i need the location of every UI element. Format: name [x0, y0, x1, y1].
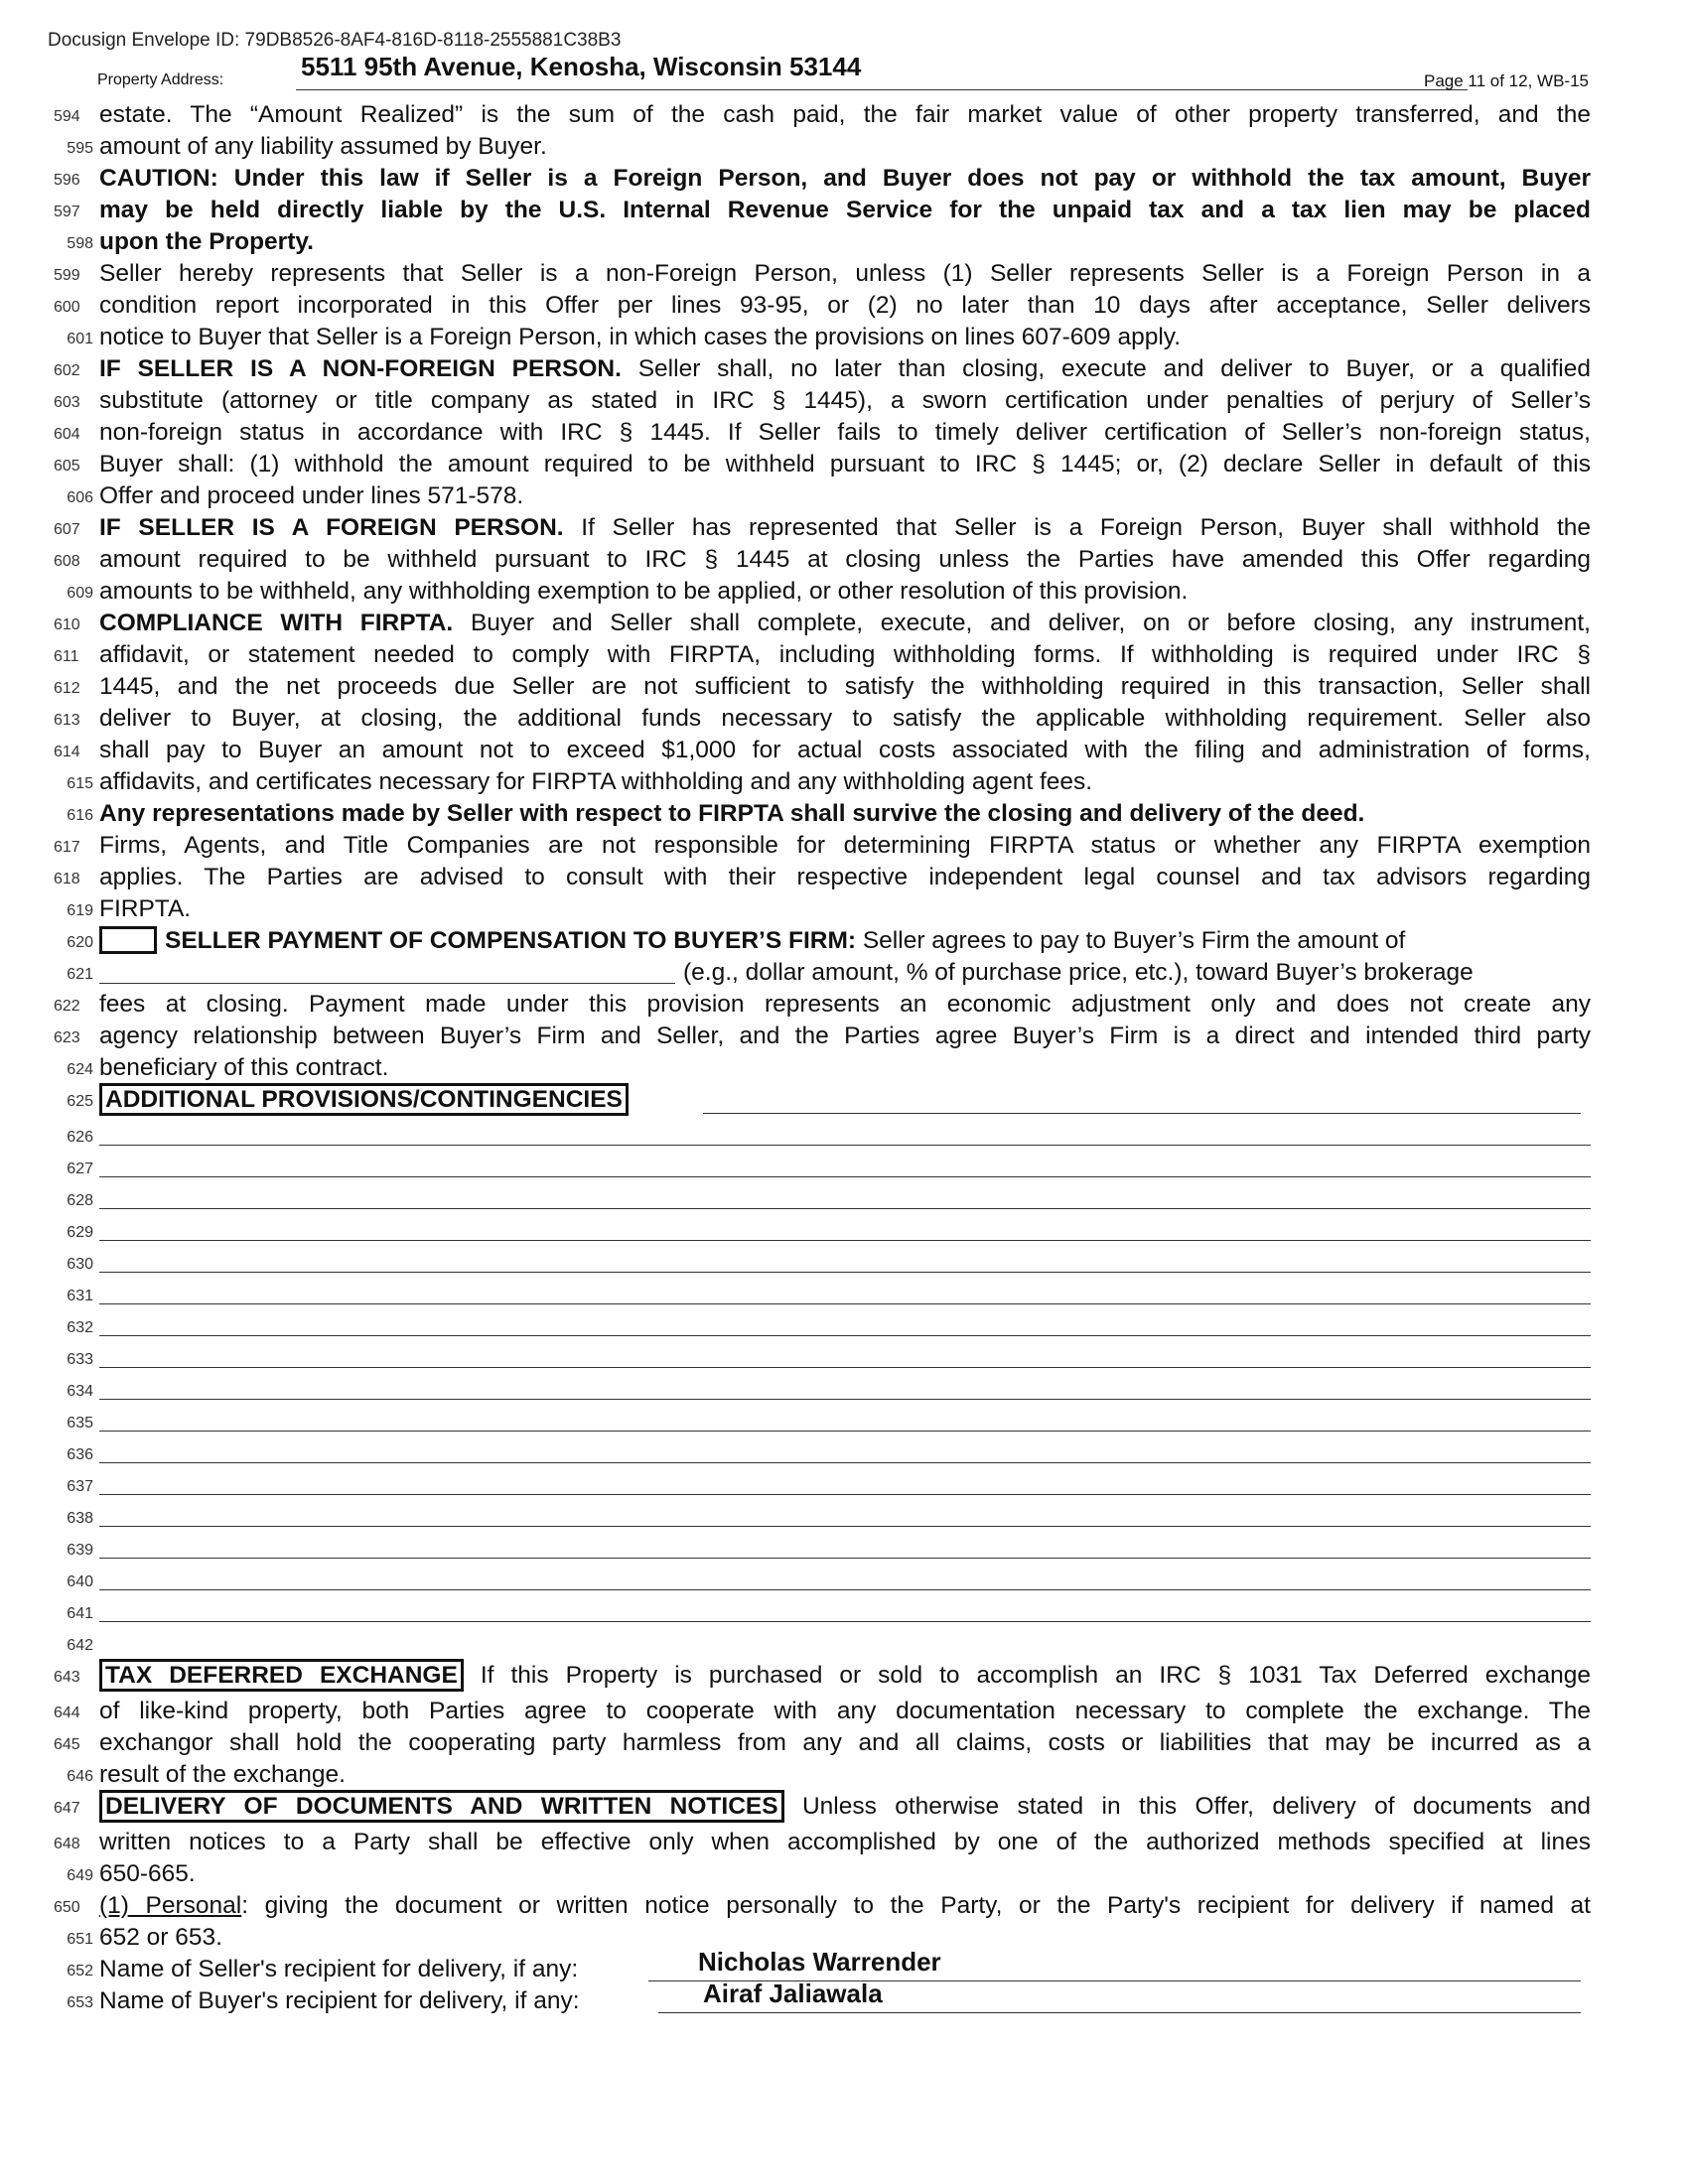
line-number: 642 [67, 1637, 93, 1654]
blank-line [48, 1469, 1591, 1501]
text-line [48, 131, 1591, 163]
additional-provisions-field[interactable] [99, 1431, 1591, 1432]
line-text: If Seller has represented that Seller is a Foreign Person, Buyer shall withhold the [563, 514, 1591, 541]
line-text: If this Property is purchased or sold to accomplish an IRC § 1031 Tax Deferred exchange [463, 1662, 1591, 1689]
line-number: 640 [67, 1573, 93, 1590]
text-line [48, 449, 1591, 480]
blank-line [48, 1152, 1591, 1183]
text-line [48, 544, 1591, 576]
text-line [48, 99, 1591, 131]
line-number: 602 [54, 362, 80, 379]
text-line [48, 1727, 1591, 1759]
additional-provisions-field[interactable] [99, 1462, 1591, 1463]
line-number: 624 [67, 1061, 93, 1078]
line-number: 614 [54, 744, 80, 760]
line-number: 622 [54, 998, 80, 1015]
line-number: 611 [54, 648, 79, 665]
line-text: Unless otherwise stated in this Offer, delivery of documents and [783, 1793, 1591, 1820]
line-number: 605 [54, 458, 80, 475]
line-number: 625 [67, 1093, 93, 1110]
additional-provisions-field[interactable] [99, 1526, 1591, 1527]
text-line [48, 290, 1591, 322]
line-text: exchangor shall hold the cooperating party harmless from any and all claims, costs or liabilities that may be incurred as a [99, 1729, 1591, 1756]
section-heading: DELIVERY OF DOCUMENTS AND WRITTEN NOTICES [99, 1790, 784, 1823]
blank-line [48, 1565, 1591, 1596]
text-line [48, 735, 1591, 766]
property-address-line [296, 89, 1468, 90]
line-text: FIRPTA. [99, 895, 192, 922]
line-number: 595 [67, 140, 93, 157]
blank-line [48, 1501, 1591, 1533]
line-text: result of the exchange. [99, 1761, 346, 1788]
blank-line [48, 1279, 1591, 1310]
line-text: applies. The Parties are advised to consult with their respective independent legal counsel and tax advisors regarding [99, 864, 1591, 890]
buyer-recipient-field[interactable] [658, 2012, 1581, 2013]
line-number: 597 [54, 204, 80, 220]
section-heading: SELLER PAYMENT OF COMPENSATION TO BUYER’S FIRM: [165, 927, 857, 954]
line-number: 652 [67, 1963, 93, 1979]
text-line [48, 1858, 1591, 1890]
line-text: upon the Property. [99, 228, 314, 255]
section-heading: TAX DEFERRED EXCHANGE [99, 1659, 464, 1692]
line-number: 643 [54, 1669, 80, 1686]
text-line [48, 1052, 1591, 1084]
text-line [48, 353, 1591, 385]
line-number: 651 [67, 1931, 93, 1948]
text-line [48, 893, 1591, 925]
line-text: : giving the document or written notice personally to the Party, or the Party's recipient for delivery if named at [241, 1892, 1591, 1919]
line-number: 594 [54, 108, 80, 125]
line-number: 598 [67, 235, 93, 252]
text-line [48, 989, 1591, 1021]
additional-provisions-field[interactable] [99, 1176, 1591, 1177]
line-number: 600 [54, 299, 80, 316]
blank-line [48, 1406, 1591, 1437]
text-line [48, 512, 1591, 544]
line-text: estate. The “Amount Realized” is the sum of the cash paid, the fair market value of other property transferred, and the [99, 101, 1591, 128]
text-line [48, 703, 1591, 735]
line-number: 639 [67, 1542, 93, 1559]
line-number: 635 [67, 1415, 93, 1432]
blank-line [48, 1628, 1591, 1660]
line-number: 596 [54, 172, 80, 189]
line-number: 641 [67, 1605, 93, 1622]
line-text: fees at closing. Payment made under this provision represents an economic adjustment only and does not create any [99, 991, 1591, 1018]
line-text: Firms, Agents, and Title Companies are not responsible for determining FIRPTA status or whether any FIRPTA exemption [99, 832, 1591, 859]
additional-provisions-field[interactable] [99, 1558, 1591, 1559]
property-address-value: 5511 95th Avenue, Kenosha, Wisconsin 53144 [301, 52, 862, 81]
document-body [48, 99, 1591, 2017]
line-text: Seller agrees to pay to Buyer’s Firm the amount of [856, 927, 1406, 954]
line-number: 607 [54, 521, 80, 538]
line-number: 630 [67, 1256, 93, 1273]
line-text: may be held directly liable by the U.S. Internal Revenue Service for the unpaid tax and a tax lien may be placed [99, 197, 1591, 223]
line-number: 619 [67, 902, 93, 919]
blank-line [48, 1120, 1591, 1152]
line-number: 608 [54, 553, 80, 570]
line-number: 644 [54, 1705, 80, 1721]
section-heading: COMPLIANCE WITH FIRPTA. [99, 610, 454, 636]
additional-provisions-field[interactable] [99, 1208, 1591, 1209]
line-text: 1445, and the net proceeds due Seller are not sufficient to satisfy the withholding required in this transaction, Seller shall [99, 673, 1591, 700]
additional-provisions-field[interactable] [99, 1399, 1591, 1400]
blank-line [48, 1183, 1591, 1215]
text-line [48, 385, 1591, 417]
blank-line [48, 1215, 1591, 1247]
line-number: 626 [67, 1129, 93, 1146]
text-line [48, 1696, 1591, 1727]
seller-recipient-label: Name of Seller's recipient for delivery, if any: [99, 1956, 579, 1982]
text-line [48, 1791, 1591, 1827]
line-number: 621 [67, 966, 93, 983]
buyer-recipient-value: Airaf Jaliawala [703, 1979, 883, 2008]
text-line [48, 1759, 1591, 1791]
seller-recipient-value: Nicholas Warrender [698, 1947, 941, 1977]
line-number: 623 [54, 1029, 80, 1046]
compensation-amount-field[interactable] [99, 959, 675, 984]
line-number: 601 [67, 331, 93, 347]
section-heading: IF SELLER IS A NON-FOREIGN PERSON. [99, 355, 622, 382]
line-number: 612 [54, 680, 80, 697]
blank-line [48, 1533, 1591, 1565]
text-line [48, 576, 1591, 608]
line-number: 634 [67, 1383, 93, 1400]
additional-provisions-field[interactable] [99, 1335, 1591, 1336]
subsection-heading: (1) Personal [99, 1892, 242, 1919]
line-number: 628 [67, 1192, 93, 1209]
additional-provisions-field[interactable] [99, 1494, 1591, 1495]
line-number: 648 [54, 1836, 80, 1852]
section-heading: ADDITIONAL PROVISIONS/CONTINGENCIES [99, 1083, 629, 1116]
line-text: Buyer shall: (1) withhold the amount required to be withheld pursuant to IRC § 1445; or, (2) declare Seller in default of this [99, 451, 1591, 478]
additional-provisions-field[interactable] [99, 1272, 1591, 1273]
line-number: 647 [54, 1800, 80, 1817]
line-text: shall pay to Buyer an amount not to exceed $1,000 for actual costs associated with the filing and administration of forms, [99, 737, 1591, 763]
line-text: notice to Buyer that Seller is a Foreign Person, in which cases the provisions on lines 607-609 apply. [99, 324, 1182, 350]
line-number: 615 [67, 775, 93, 792]
line-number: 636 [67, 1446, 93, 1463]
line-number: 627 [67, 1160, 93, 1177]
line-number: 610 [54, 616, 80, 633]
text-line [48, 957, 1591, 989]
line-text: amount of any liability assumed by Buyer. [99, 133, 547, 160]
line-number: 609 [67, 585, 93, 602]
line-text: 652 or 653. [99, 1924, 222, 1951]
line-number: 650 [54, 1899, 80, 1916]
blank-line [48, 1374, 1591, 1406]
line-number: 632 [67, 1319, 93, 1336]
property-address-label: Property Address: [97, 71, 224, 88]
line-number: 629 [67, 1224, 93, 1241]
text-line [48, 766, 1591, 798]
text-line [48, 322, 1591, 353]
text-line [48, 608, 1591, 639]
blank-line [48, 1310, 1591, 1342]
line-text: CAUTION: Under this law if Seller is a Foreign Person, and Buyer does not pay or withhold the tax amount, Buyer [99, 165, 1591, 192]
envelope-id: Docusign Envelope ID: 79DB8526-8AF4-816D-8118-2555881C38B3 [48, 30, 622, 51]
line-number: 603 [54, 394, 80, 411]
additional-provisions-field[interactable] [99, 1240, 1591, 1241]
line-number: 649 [67, 1867, 93, 1884]
buyer-recipient-label: Name of Buyer's recipient for delivery, if any: [99, 1987, 580, 2014]
page-number: Page 11 of 12, WB-15 [1423, 71, 1589, 90]
line-number: 637 [67, 1478, 93, 1495]
caution-line [48, 226, 1591, 258]
text-line [48, 417, 1591, 449]
line-text: of like-kind property, both Parties agree to cooperate with any documentation necessary to complete the exchange. The [99, 1698, 1591, 1724]
additional-provisions-field[interactable] [99, 1589, 1591, 1590]
line-number: 606 [67, 489, 93, 506]
line-text: amounts to be withheld, any withholding exemption to be applied, or other resolution of this provision. [99, 578, 1189, 605]
text-line [48, 1660, 1591, 1696]
line-text: written notices to a Party shall be effective only when accomplished by one of the authorized methods specified at lines [99, 1829, 1591, 1855]
line-number: 646 [67, 1768, 93, 1785]
line-text: beneficiary of this contract. [99, 1054, 389, 1081]
line-text: non-foreign status in accordance with IRC § 1445. If Seller fails to timely deliver certification of Seller’s non-foreign status, [99, 419, 1591, 446]
text-line [48, 1890, 1591, 1922]
line-number: 633 [67, 1351, 93, 1368]
additional-provisions-field[interactable] [703, 1113, 1581, 1114]
text-line [48, 258, 1591, 290]
bold-line [48, 798, 1591, 830]
line-number: 604 [54, 426, 80, 443]
text-line [48, 1084, 1591, 1120]
line-number: 618 [54, 871, 80, 887]
line-text: Seller hereby represents that Seller is a non-Foreign Person, unless (1) Seller represents Seller is a Foreign Person in a [99, 260, 1591, 287]
line-text: Offer and proceed under lines 571-578. [99, 482, 524, 509]
text-line [48, 639, 1591, 671]
blank-line [48, 1247, 1591, 1279]
compensation-checkbox[interactable] [99, 926, 157, 954]
line-number: 616 [67, 807, 93, 824]
line-text: affidavit, or statement needed to comply with FIRPTA, including withholding forms. If withholding is required under IRC § [99, 641, 1591, 668]
line-text: agency relationship between Buyer’s Firm and Seller, and the Parties agree Buyer’s Firm is a direct and intended third party [99, 1023, 1591, 1049]
text-line [48, 925, 1591, 957]
additional-provisions-field[interactable] [99, 1145, 1591, 1146]
blank-line [48, 1437, 1591, 1469]
blank-line [48, 1342, 1591, 1374]
page-header [97, 52, 1589, 91]
blank-line [48, 1596, 1591, 1628]
line-number: 631 [67, 1288, 93, 1304]
line-text: condition report incorporated in this Offer per lines 93-95, or (2) no later than 10 days after acceptance, Seller delivers [99, 292, 1591, 319]
additional-provisions-field[interactable] [99, 1367, 1591, 1368]
text-line [48, 862, 1591, 893]
additional-provisions-field[interactable] [99, 1621, 1591, 1622]
line-text: amount required to be withheld pursuant to IRC § 1445 at closing unless the Parties have amended this Offer regarding [99, 546, 1591, 573]
text-line [48, 830, 1591, 862]
additional-provisions-field[interactable] [99, 1303, 1591, 1304]
line-text: substitute (attorney or title company as stated in IRC § 1445), a sworn certification under penalties of perjury of Seller’s [99, 387, 1591, 414]
line-number: 599 [54, 267, 80, 284]
line-text: Buyer and Seller shall complete, execute, and deliver, on or before closing, any instrument, [453, 610, 1591, 636]
text-line [48, 1827, 1591, 1858]
line-text: Any representations made by Seller with respect to FIRPTA shall survive the closing and delivery of the deed. [99, 800, 1365, 827]
caution-line [48, 163, 1591, 195]
line-text: (e.g., dollar amount, % of purchase price, etc.), toward Buyer’s brokerage [683, 959, 1474, 986]
caution-line [48, 195, 1591, 226]
section-heading: IF SELLER IS A FOREIGN PERSON. [99, 514, 564, 541]
line-number: 638 [67, 1510, 93, 1527]
buyer-recipient-row [48, 1979, 1591, 2017]
line-text: 650-665. [99, 1860, 196, 1887]
line-number: 617 [54, 839, 80, 856]
text-line [48, 671, 1591, 703]
text-line [48, 480, 1591, 512]
line-text: Seller shall, no later than closing, execute and deliver to Buyer, or a qualified [621, 355, 1592, 382]
line-text: affidavits, and certificates necessary for FIRPTA withholding and any withholding agent fees. [99, 768, 1093, 795]
line-number: 620 [67, 934, 93, 951]
text-line [48, 1021, 1591, 1052]
line-number: 653 [67, 1994, 93, 2011]
line-text: deliver to Buyer, at closing, the additional funds necessary to satisfy the applicable withholding requirement. Seller also [99, 705, 1591, 732]
line-number: 645 [54, 1736, 80, 1753]
line-number: 613 [54, 712, 80, 729]
